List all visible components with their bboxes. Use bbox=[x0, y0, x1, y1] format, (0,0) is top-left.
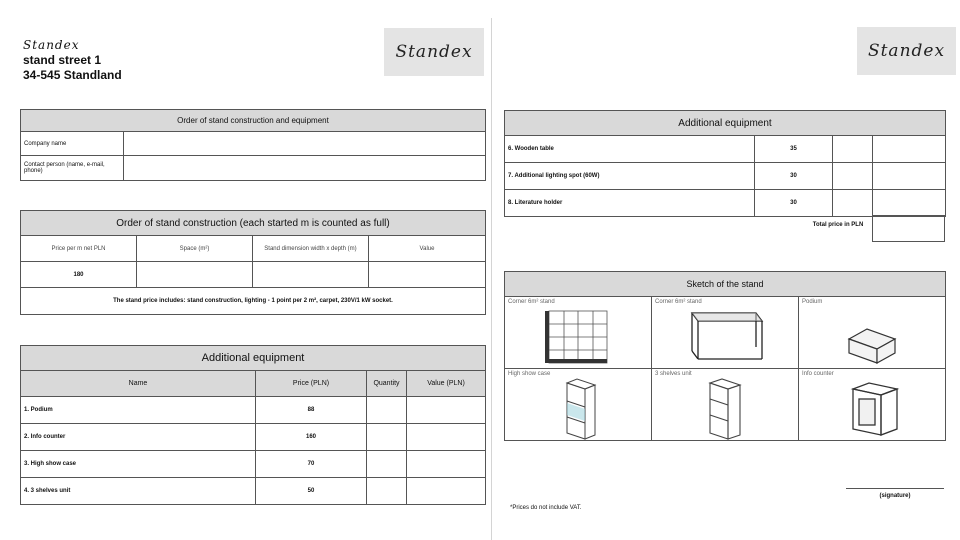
item-high-show-case-price: 70 bbox=[256, 451, 367, 478]
sketch-cell-podium bbox=[799, 297, 946, 369]
company-name-field[interactable] bbox=[124, 132, 486, 156]
show-case-icon bbox=[505, 369, 652, 441]
company-name-label: Company name bbox=[21, 132, 124, 156]
item-podium-quantity[interactable] bbox=[367, 397, 407, 424]
item-high-show-case: 3. High show case bbox=[21, 451, 256, 478]
item-shelves-unit-price: 50 bbox=[256, 478, 367, 505]
contact-person-label: Contact person (name, e-mail, phone) bbox=[21, 156, 124, 181]
item-info-counter-price: 160 bbox=[256, 424, 367, 451]
order-form-title: Order of stand construction and equipment bbox=[21, 110, 486, 132]
item-high-show-case-value[interactable] bbox=[407, 451, 486, 478]
item-shelves-unit-value[interactable] bbox=[407, 478, 486, 505]
equipment-table-right bbox=[504, 110, 946, 217]
price-per-m-value: 180 bbox=[21, 262, 137, 288]
item-info-counter-value[interactable] bbox=[407, 424, 486, 451]
item-shelves-unit-quantity[interactable] bbox=[367, 478, 407, 505]
equipment-right-title: Additional equipment bbox=[505, 111, 946, 136]
item-podium: 1. Podium bbox=[21, 397, 256, 424]
item-wooden-table: 6. Wooden table bbox=[505, 136, 755, 163]
shelves-unit-icon bbox=[652, 369, 799, 441]
stand-floor-plan-icon bbox=[505, 297, 652, 369]
sketch-label-corner-stand-1: Corner 6m² stand bbox=[508, 299, 555, 305]
item-lighting-spot-quantity[interactable] bbox=[833, 163, 873, 190]
item-wooden-table-price: 35 bbox=[755, 136, 833, 163]
logo-right: Standex bbox=[857, 27, 956, 75]
item-podium-value[interactable] bbox=[407, 397, 486, 424]
header-space: Space (m²) bbox=[137, 236, 253, 262]
item-lighting-spot-value[interactable] bbox=[873, 163, 946, 190]
value-field[interactable] bbox=[369, 262, 486, 288]
podium-icon bbox=[799, 297, 947, 369]
item-literature-holder-quantity[interactable] bbox=[833, 190, 873, 217]
sketch-cell-corner-stand-2 bbox=[652, 297, 799, 369]
company-city: 34-545 Standland bbox=[23, 68, 122, 82]
header-name: Name bbox=[21, 371, 256, 397]
equipment-table-left bbox=[20, 345, 486, 505]
logo: Standex bbox=[384, 28, 484, 76]
total-price-field[interactable] bbox=[872, 215, 945, 242]
sketch-cell-corner-stand-1 bbox=[505, 297, 652, 369]
item-high-show-case-quantity[interactable] bbox=[367, 451, 407, 478]
signature-line[interactable] bbox=[846, 488, 944, 489]
header-price: Price (PLN) bbox=[256, 371, 367, 397]
page-divider bbox=[491, 18, 492, 540]
stand-3d-icon bbox=[652, 297, 799, 369]
right-page bbox=[492, 0, 960, 540]
order-form-table bbox=[20, 109, 486, 181]
header-dimension: Stand dimension width x depth (m) bbox=[253, 236, 369, 262]
item-podium-price: 88 bbox=[256, 397, 367, 424]
item-literature-holder-price: 30 bbox=[755, 190, 833, 217]
info-counter-icon bbox=[799, 369, 947, 441]
construction-table bbox=[20, 210, 486, 315]
item-wooden-table-quantity[interactable] bbox=[833, 136, 873, 163]
item-info-counter-quantity[interactable] bbox=[367, 424, 407, 451]
header-quantity: Quantity bbox=[367, 371, 407, 397]
sketch-table bbox=[504, 271, 946, 441]
sketch-label-podium: Podium bbox=[802, 299, 823, 305]
sketch-cell-info-counter bbox=[799, 369, 946, 441]
dimension-field[interactable] bbox=[253, 262, 369, 288]
space-field[interactable] bbox=[137, 262, 253, 288]
company-street: stand street 1 bbox=[23, 53, 102, 67]
item-literature-holder: 8. Literature holder bbox=[505, 190, 755, 217]
sketch-title: Sketch of the stand bbox=[505, 272, 946, 297]
sketch-label-high-show-case: High show case bbox=[508, 371, 551, 377]
contact-person-field[interactable] bbox=[124, 156, 486, 181]
item-literature-holder-value[interactable] bbox=[873, 190, 946, 217]
signature-label: (signature) bbox=[879, 493, 911, 499]
construction-title: Order of stand construction (each started m is counted as full) bbox=[21, 211, 486, 236]
item-shelves-unit: 4. 3 shelves unit bbox=[21, 478, 256, 505]
company-address bbox=[23, 38, 122, 83]
header-price-per-m: Price per m net PLN bbox=[21, 236, 137, 262]
item-info-counter: 2. Info counter bbox=[21, 424, 256, 451]
sketch-cell-shelves-unit bbox=[652, 369, 799, 441]
vat-footnote: *Prices do not include VAT. bbox=[510, 505, 582, 511]
company-brand: Standex bbox=[23, 38, 80, 52]
header-value: Value bbox=[369, 236, 486, 262]
sketch-label-shelves-unit: 3 shelves unit bbox=[655, 371, 692, 377]
item-lighting-spot: 7. Additional lighting spot (60W) bbox=[505, 163, 755, 190]
construction-note: The stand price includes: stand construction, lighting - 1 point per 2 m², carpet, 230V/1 kW socket. bbox=[21, 288, 486, 315]
header-value-pln: Value (PLN) bbox=[407, 371, 486, 397]
item-wooden-table-value[interactable] bbox=[873, 136, 946, 163]
item-lighting-spot-price: 30 bbox=[755, 163, 833, 190]
sketch-label-corner-stand-2: Corner 6m² stand bbox=[655, 299, 702, 305]
equipment-left-title: Additional equipment bbox=[21, 346, 486, 371]
sketch-cell-high-show-case bbox=[505, 369, 652, 441]
sketch-label-info-counter: Info counter bbox=[802, 371, 834, 377]
total-price-label: Total price in PLN bbox=[812, 222, 864, 228]
